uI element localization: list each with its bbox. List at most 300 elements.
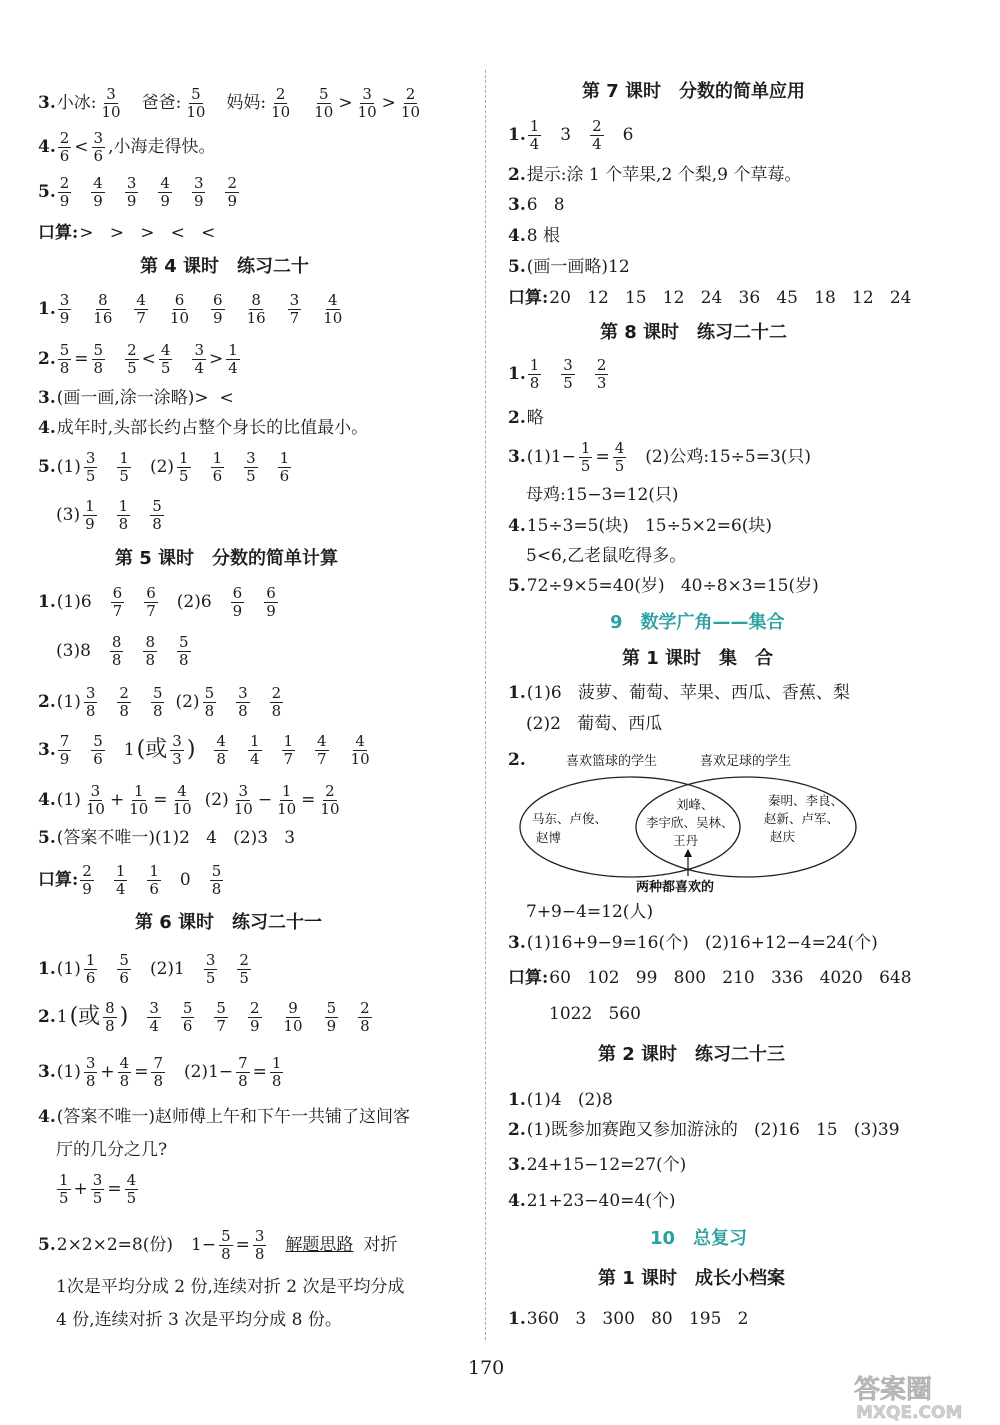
answer-text: (2) bbox=[204, 789, 229, 810]
fraction bbox=[325, 1000, 339, 1034]
answer-text: (1)6 菠萝、葡萄、苹果、西瓜、香蕉、梨 bbox=[526, 683, 850, 703]
answer-line bbox=[508, 197, 566, 214]
denominator: 7 bbox=[283, 749, 294, 768]
denominator: 6 bbox=[182, 1016, 193, 1035]
numerator: 3 bbox=[205, 951, 216, 969]
denominator: 10 bbox=[169, 308, 190, 327]
denominator: 5 bbox=[119, 466, 129, 485]
answer-text: (2)6 bbox=[176, 591, 212, 612]
numerator: 2 bbox=[405, 85, 416, 103]
watermark-url: MXQE.COM bbox=[856, 1403, 963, 1422]
fraction bbox=[117, 685, 131, 719]
denominator: 10 bbox=[320, 799, 340, 818]
numerator: 3 bbox=[59, 291, 70, 309]
lesson-heading: 第 7 课时 分数的简单应用 bbox=[582, 81, 806, 102]
denominator: 9 bbox=[85, 514, 95, 533]
fraction bbox=[318, 783, 341, 817]
denominator: 10 bbox=[233, 799, 253, 818]
item-label: 2. bbox=[508, 1120, 526, 1140]
numerator: 1 bbox=[59, 1171, 69, 1189]
answer-line bbox=[38, 952, 253, 986]
denominator: 4 bbox=[249, 749, 260, 768]
numerator: 2 bbox=[360, 999, 370, 1017]
denominator: 8 bbox=[59, 358, 70, 377]
denominator: 5 bbox=[239, 968, 249, 987]
fraction bbox=[151, 1055, 165, 1089]
answer-text: 20 12 15 12 24 36 45 18 12 24 bbox=[549, 288, 912, 308]
venn-right-name-2: 赵新、卢军、 bbox=[764, 811, 840, 826]
answer-text: (2)2 葡萄、西瓜 bbox=[526, 714, 663, 734]
denominator: 5 bbox=[127, 358, 137, 377]
denominator: 7 bbox=[146, 601, 156, 620]
numerator: 5 bbox=[152, 497, 162, 515]
numerator: 9 bbox=[288, 999, 298, 1017]
fraction bbox=[117, 498, 131, 532]
answer-line bbox=[508, 167, 802, 184]
item-label: 2. bbox=[508, 408, 526, 428]
fraction bbox=[91, 733, 105, 767]
fraction bbox=[282, 733, 296, 767]
answer-text: (1) bbox=[56, 456, 81, 477]
fraction bbox=[159, 342, 173, 376]
numerator: 3 bbox=[238, 782, 249, 800]
numerator: 1 bbox=[283, 732, 294, 750]
venn-left-title: 喜欢篮球的学生 bbox=[566, 754, 658, 769]
fraction bbox=[321, 292, 344, 326]
answer-line bbox=[38, 685, 285, 719]
answer-line bbox=[508, 228, 561, 245]
numerator: 4 bbox=[614, 439, 625, 457]
fraction bbox=[114, 863, 128, 897]
denominator: 8 bbox=[145, 650, 155, 669]
answer-text: 母鸡:15−3=12(只) bbox=[526, 485, 679, 505]
denominator: 8 bbox=[204, 701, 215, 720]
numerator: 2 bbox=[227, 174, 238, 192]
numerator: 6 bbox=[174, 291, 185, 309]
answer-text: 厅的几分之几? bbox=[56, 1140, 168, 1160]
fraction bbox=[315, 733, 329, 767]
denominator: 8 bbox=[271, 701, 282, 720]
fraction bbox=[204, 952, 218, 986]
denominator: 10 bbox=[129, 799, 149, 818]
answer-text: (或 bbox=[136, 737, 168, 762]
numerator: 4 bbox=[93, 174, 103, 192]
numerator: 2 bbox=[59, 174, 70, 192]
item-label: 2. bbox=[38, 691, 56, 712]
venn-arrowhead bbox=[684, 849, 692, 857]
denominator: 9 bbox=[232, 601, 243, 620]
item-label: 1. bbox=[508, 1309, 526, 1329]
denominator: 9 bbox=[160, 191, 170, 210]
answer-text: = bbox=[107, 1178, 122, 1199]
fraction bbox=[248, 1000, 262, 1034]
numerator: 5 bbox=[204, 684, 215, 702]
numerator: 2 bbox=[59, 129, 70, 147]
numerator: 2 bbox=[592, 117, 602, 135]
fraction bbox=[58, 733, 72, 767]
item-label: 4. bbox=[38, 1107, 56, 1127]
fraction bbox=[84, 952, 98, 986]
numerator: 3 bbox=[362, 85, 372, 103]
item-label: 4. bbox=[508, 1191, 526, 1211]
answer-text: = bbox=[153, 789, 168, 810]
numerator: 4 bbox=[119, 1054, 130, 1072]
answer-text: (2)1 bbox=[149, 958, 185, 979]
fraction bbox=[203, 685, 217, 719]
answer-text: 360 3 300 80 195 2 bbox=[526, 1309, 749, 1329]
venn-mid-name-2: 李宇欣、吴林、 bbox=[646, 815, 734, 830]
item-label: 3. bbox=[508, 1155, 526, 1175]
denominator: 10 bbox=[271, 102, 291, 121]
numerator: 3 bbox=[92, 1171, 103, 1189]
item-label: 3. bbox=[508, 195, 526, 215]
denominator: 10 bbox=[283, 1016, 303, 1035]
numerator: 4 bbox=[355, 732, 365, 750]
answer-text: 提示:涂 1 个苹果,2 个梨,9 个草莓。 bbox=[526, 165, 802, 185]
item-label: 1. bbox=[508, 124, 526, 145]
fraction bbox=[168, 292, 191, 326]
numerator: 6 bbox=[112, 584, 123, 602]
fraction bbox=[150, 498, 164, 532]
answer-line bbox=[55, 1312, 343, 1329]
answer-text: 1− bbox=[191, 1234, 217, 1255]
denominator: 8 bbox=[221, 1244, 231, 1263]
denominator: 6 bbox=[85, 968, 96, 987]
denominator: 9 bbox=[213, 308, 223, 327]
fraction bbox=[177, 450, 191, 484]
answer-line bbox=[508, 1092, 614, 1109]
numerator: 5 bbox=[211, 862, 222, 880]
denominator: 7 bbox=[112, 601, 123, 620]
fraction bbox=[264, 585, 278, 619]
denominator: 6 bbox=[212, 466, 223, 485]
fraction bbox=[211, 292, 225, 326]
answer-line bbox=[525, 716, 663, 733]
fraction bbox=[84, 1055, 98, 1089]
answer-line bbox=[38, 342, 242, 376]
numerator: 5 bbox=[191, 85, 201, 103]
answer-text: (1) bbox=[56, 1061, 81, 1082]
numerator: 5 bbox=[152, 684, 163, 702]
answer-text: (2)公鸡:15÷5=3(只) bbox=[645, 446, 812, 467]
numerator: 3 bbox=[172, 732, 182, 750]
denominator: 5 bbox=[614, 456, 625, 475]
fraction bbox=[349, 733, 372, 767]
site-watermark bbox=[850, 1370, 985, 1422]
answer-text: (或 bbox=[69, 1004, 101, 1029]
denominator: 8 bbox=[216, 749, 226, 768]
watermark-logo-text: 答案圈 bbox=[854, 1375, 933, 1405]
answer-line bbox=[55, 1172, 140, 1206]
answer-line bbox=[508, 290, 913, 307]
answer-line bbox=[525, 548, 687, 565]
numerator: 6 bbox=[266, 584, 276, 602]
venn-right-name-3: 赵庆 bbox=[770, 829, 796, 844]
denominator: 16 bbox=[93, 308, 113, 327]
denominator: 9 bbox=[193, 191, 204, 210]
item-label: 2. bbox=[508, 750, 526, 770]
fraction bbox=[84, 783, 107, 817]
answer-text: 15÷3=5(块) 15÷5×2=6(块) bbox=[526, 516, 773, 536]
item-label: 5. bbox=[38, 181, 56, 202]
numerator: 2 bbox=[119, 684, 129, 702]
answer-text: 60 102 99 800 210 336 4020 648 bbox=[549, 968, 912, 988]
denominator: 8 bbox=[360, 1016, 370, 1035]
answer-line bbox=[38, 1055, 285, 1089]
numerator: 1 bbox=[149, 862, 159, 880]
item-label: 3. bbox=[38, 739, 56, 760]
denominator: 8 bbox=[271, 1071, 282, 1090]
answer-text: (画一画,涂一涂略)> < bbox=[56, 388, 234, 408]
fraction bbox=[57, 1172, 71, 1206]
fraction bbox=[170, 733, 184, 767]
fraction bbox=[248, 733, 262, 767]
numerator: 1 bbox=[212, 449, 223, 467]
denominator: 8 bbox=[153, 1071, 163, 1090]
answer-text: 21+23−40=4(个) bbox=[526, 1191, 676, 1211]
fraction bbox=[144, 585, 158, 619]
fraction bbox=[151, 685, 165, 719]
answer-text: (1)4 (2)8 bbox=[526, 1090, 613, 1110]
numerator: 7 bbox=[238, 1054, 248, 1072]
fraction bbox=[92, 130, 106, 164]
denominator: 9 bbox=[326, 1016, 337, 1035]
answer-line bbox=[55, 498, 166, 532]
fraction bbox=[528, 357, 542, 391]
venn-right-name-1: 秦明、李良、 bbox=[768, 793, 844, 808]
fraction bbox=[181, 1000, 195, 1034]
item-label: 1. bbox=[38, 298, 56, 319]
answer-line bbox=[548, 1006, 642, 1023]
fraction bbox=[232, 783, 255, 817]
numerator: 4 bbox=[327, 291, 338, 309]
numerator: 1 bbox=[529, 356, 540, 374]
numerator: 6 bbox=[146, 584, 156, 602]
denominator: 10 bbox=[172, 799, 192, 818]
numerator: 1 bbox=[85, 951, 96, 969]
fraction bbox=[158, 175, 172, 209]
answer-line bbox=[38, 175, 241, 209]
answer-text: 成年时,头部长约占整个身长的比值最小。 bbox=[56, 418, 369, 438]
answer-text: (答案不唯一)赵师傅上午和下午一共铺了这间客 bbox=[56, 1107, 411, 1127]
answer-text: 24+15−12=27(个) bbox=[526, 1155, 687, 1175]
answer-line bbox=[55, 634, 193, 668]
numerator: 7 bbox=[153, 1054, 163, 1072]
answer-text: 5<6,乙老鼠吃得多。 bbox=[526, 546, 687, 566]
answer-text: 爸爸: bbox=[141, 92, 182, 113]
numerator: 2 bbox=[325, 782, 335, 800]
item-label: 1. bbox=[508, 1090, 526, 1110]
answer-line bbox=[508, 1122, 901, 1139]
fraction bbox=[134, 292, 148, 326]
numerator: 3 bbox=[93, 129, 104, 147]
numerator: 1 bbox=[118, 497, 129, 515]
answer-text: = bbox=[252, 1061, 267, 1082]
denominator: 4 bbox=[529, 134, 540, 153]
denominator: 8 bbox=[85, 1071, 96, 1090]
denominator: 4 bbox=[228, 358, 238, 377]
answer-text: 1 bbox=[123, 739, 135, 760]
denominator: 6 bbox=[93, 146, 104, 165]
answer-line bbox=[508, 440, 812, 474]
numerator: 3 bbox=[85, 1054, 96, 1072]
denominator: 8 bbox=[211, 879, 222, 898]
item-label: 3. bbox=[508, 446, 526, 467]
numerator: 1 bbox=[580, 439, 591, 457]
numerator: 1 bbox=[133, 782, 144, 800]
answer-text: 3 bbox=[560, 124, 572, 145]
fraction bbox=[58, 292, 72, 326]
fraction bbox=[595, 357, 609, 391]
answer-line bbox=[38, 783, 344, 817]
numerator: 3 bbox=[289, 291, 300, 309]
numerator: 1 bbox=[271, 1054, 282, 1072]
denominator: 3 bbox=[596, 373, 607, 392]
fraction bbox=[127, 783, 150, 817]
answer-line bbox=[38, 450, 293, 484]
denominator: 8 bbox=[179, 650, 189, 669]
answer-text: (1)16+9−9=16(个) (2)16+12−4=24(个) bbox=[526, 933, 878, 953]
denominator: 7 bbox=[136, 308, 146, 327]
numerator: 7 bbox=[59, 732, 70, 750]
denominator: 3 bbox=[172, 749, 182, 768]
fraction bbox=[80, 863, 94, 897]
answer-text: < bbox=[141, 348, 156, 369]
fraction bbox=[275, 783, 298, 817]
denominator: 4 bbox=[149, 1016, 159, 1035]
fraction bbox=[110, 634, 124, 668]
answer-line bbox=[55, 1279, 405, 1296]
answer-line bbox=[508, 118, 635, 152]
answer-text: = bbox=[74, 348, 89, 369]
numerator: 3 bbox=[90, 782, 101, 800]
denominator: 10 bbox=[350, 749, 370, 768]
numerator: 3 bbox=[254, 1227, 265, 1245]
fraction bbox=[177, 634, 191, 668]
page-number: 170 bbox=[468, 1357, 505, 1379]
item-label: 4. bbox=[508, 516, 526, 536]
numerator: 3 bbox=[126, 174, 137, 192]
numerator: 8 bbox=[145, 633, 155, 651]
fraction bbox=[358, 1000, 372, 1034]
fraction bbox=[143, 634, 157, 668]
fraction bbox=[125, 1172, 139, 1206]
answer-line bbox=[508, 1157, 687, 1174]
lesson-heading: 第 5 课时 分数的简单计算 bbox=[115, 548, 339, 569]
numerator: 5 bbox=[179, 633, 189, 651]
numerator: 4 bbox=[216, 732, 226, 750]
numerator: 3 bbox=[85, 684, 96, 702]
answer-text: (1) bbox=[56, 691, 81, 712]
fraction bbox=[245, 292, 268, 326]
numerator: 4 bbox=[136, 291, 146, 309]
denominator: 5 bbox=[126, 1188, 137, 1207]
numerator: 4 bbox=[177, 782, 187, 800]
denominator: 16 bbox=[246, 308, 266, 327]
fraction bbox=[58, 175, 72, 209]
lesson-heading: 第 1 课时 集 合 bbox=[622, 648, 774, 669]
answer-text: 6 8 bbox=[526, 195, 565, 215]
solution-tip-label: 解题思路 bbox=[285, 1234, 354, 1255]
answer-text: > bbox=[381, 92, 396, 113]
item-label: 口算: bbox=[508, 968, 549, 988]
item-label: 3. bbox=[38, 1061, 56, 1082]
fraction bbox=[269, 86, 292, 120]
fraction bbox=[125, 175, 139, 209]
item-label: 3. bbox=[38, 92, 56, 113]
answer-text: (1) bbox=[56, 789, 81, 810]
answer-text: ) bbox=[186, 737, 196, 762]
fraction bbox=[231, 585, 245, 619]
numerator: 2 bbox=[275, 85, 286, 103]
fraction bbox=[84, 450, 98, 484]
fraction bbox=[147, 1000, 161, 1034]
denominator: 4 bbox=[592, 134, 602, 153]
answer-line bbox=[38, 292, 346, 326]
denominator: 10 bbox=[186, 102, 206, 121]
denominator: 9 bbox=[249, 1016, 260, 1035]
fraction bbox=[270, 1055, 284, 1089]
fraction bbox=[192, 175, 206, 209]
answer-text: = bbox=[235, 1234, 250, 1255]
answer-line bbox=[38, 390, 235, 407]
denominator: 5 bbox=[205, 968, 216, 987]
fraction bbox=[312, 86, 335, 120]
item-label: 4. bbox=[508, 226, 526, 246]
item-label: 2. bbox=[38, 1006, 56, 1027]
fraction bbox=[219, 1228, 233, 1262]
denominator: 5 bbox=[246, 466, 256, 485]
venn-mid-name-3: 王丹 bbox=[673, 833, 699, 848]
item-label: 1. bbox=[508, 363, 526, 384]
answer-line bbox=[508, 1193, 676, 1210]
fraction bbox=[91, 175, 105, 209]
fraction bbox=[225, 175, 239, 209]
answer-text: 1 bbox=[56, 1006, 68, 1027]
answer-line bbox=[38, 225, 216, 242]
item-label: 2. bbox=[38, 348, 56, 369]
answer-text: 1022 560 bbox=[549, 1004, 641, 1024]
denominator: 7 bbox=[289, 308, 300, 327]
fraction bbox=[211, 450, 225, 484]
denominator: 9 bbox=[82, 879, 92, 898]
item-label: 5. bbox=[38, 456, 56, 477]
numerator: 5 bbox=[326, 999, 337, 1017]
fraction bbox=[561, 357, 575, 391]
answer-text: + bbox=[100, 1061, 115, 1082]
answer-line bbox=[508, 518, 773, 535]
fraction bbox=[236, 685, 250, 719]
answer-line bbox=[525, 904, 654, 921]
item-label: 3. bbox=[38, 388, 56, 408]
numerator: 1 bbox=[85, 497, 95, 515]
denominator: 5 bbox=[92, 1188, 103, 1207]
answer-line bbox=[525, 487, 680, 504]
answer-text: 7+9−4=12(人) bbox=[526, 902, 654, 922]
answer-text: (2)1− bbox=[183, 1061, 234, 1082]
answer-line bbox=[508, 685, 851, 702]
answer-line bbox=[55, 1142, 168, 1159]
numerator: 4 bbox=[160, 341, 171, 359]
numerator: 1 bbox=[529, 117, 540, 135]
fraction bbox=[356, 86, 379, 120]
answer-text: 0 bbox=[179, 869, 191, 890]
fraction bbox=[192, 342, 206, 376]
answer-text: + bbox=[109, 789, 125, 810]
denominator: 8 bbox=[118, 514, 129, 533]
fraction bbox=[282, 1000, 305, 1034]
answer-text: (答案不唯一)(1)2 4 (2)3 3 bbox=[56, 828, 296, 848]
